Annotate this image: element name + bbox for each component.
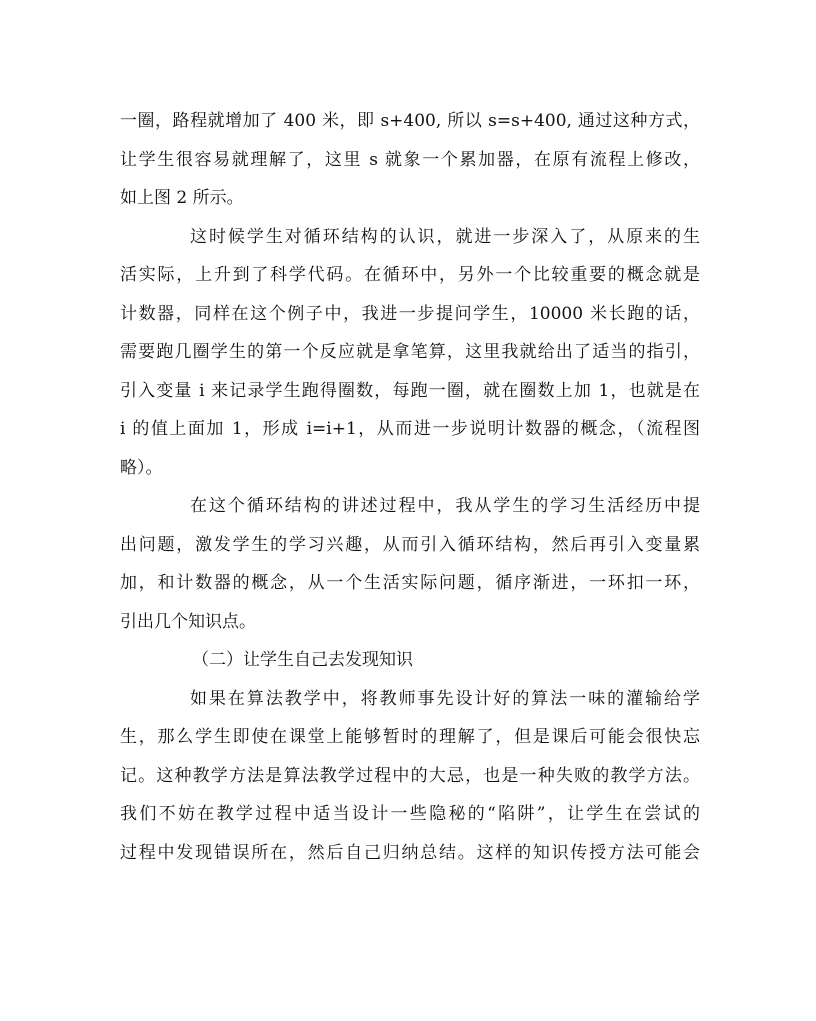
paragraph-line: 记。这种教学方法是算法教学过程中的大忌，也是一种失败的教学方法。 (120, 765, 700, 786)
paragraph-line: 如上图 2 所示。 (120, 188, 244, 208)
paragraph-line: 在这个循环结构的讲述过程中，我从学生的学习生活经历中提 (190, 496, 700, 516)
paragraph-line: 一圈，路程就增加了 400 米，即 s+400, 所以 s=s+400, 通过这种方式， (120, 111, 700, 131)
paragraph-line: 出问题，激发学生的学习兴趣，从而引入循环结构，然后再引入变量累 (120, 534, 700, 555)
paragraph-line: 如果在算法教学中，将教师事先设计好的算法一味的灌输给学 (190, 688, 700, 709)
paragraph-line: 略）。 (120, 457, 163, 478)
paragraph-line: 计数器，同样在这个例子中，我进一步提问学生，10000 米长跑的话， (120, 303, 700, 324)
paragraph-line: 引入变量 i 来记录学生跑得圈数，每跑一圈，就在圈数上加 1，也就是在 (120, 380, 700, 401)
paragraph-line: 加，和计数器的概念，从一个生活实际问题，循序渐进，一环扣一环， (120, 573, 700, 593)
paragraph-line: i 的值上面加 1，形成 i=i+1，从而进一步说明计数器的概念，（流程图 (120, 419, 700, 439)
paragraph-line: 让学生很容易就理解了，这里 s 就象一个累加器，在原有流程上修改， (120, 149, 700, 170)
paragraph-line: 生，那么学生即使在课堂上能够暂时的理解了，但是课后可能会很快忘 (120, 727, 700, 747)
paragraph-line: 我们不妨在教学过程中适当设计一些隐秘的“陷阱”，让学生在尝试的 (120, 804, 700, 824)
paragraph-line: 过程中发现错误所在，然后自己归纳总结。这样的知识传授方法可能会 (120, 842, 700, 863)
paragraph-line: 需要跑几圈学生的第一个反应就是拿笔算，这里我就给出了适当的指引， (120, 342, 700, 362)
paragraph-line: 这时候学生对循环结构的认识，就进一步深入了，从原来的生 (190, 226, 700, 247)
paragraph-line: 活实际，上升到了科学代码。在循环中，另外一个比较重要的概念就是 (120, 265, 700, 285)
document-body (120, 102, 700, 872)
paragraph-line: 引出几个知识点。 (120, 611, 256, 632)
section-heading: （二）让学生自己去发现知识 (192, 650, 413, 670)
